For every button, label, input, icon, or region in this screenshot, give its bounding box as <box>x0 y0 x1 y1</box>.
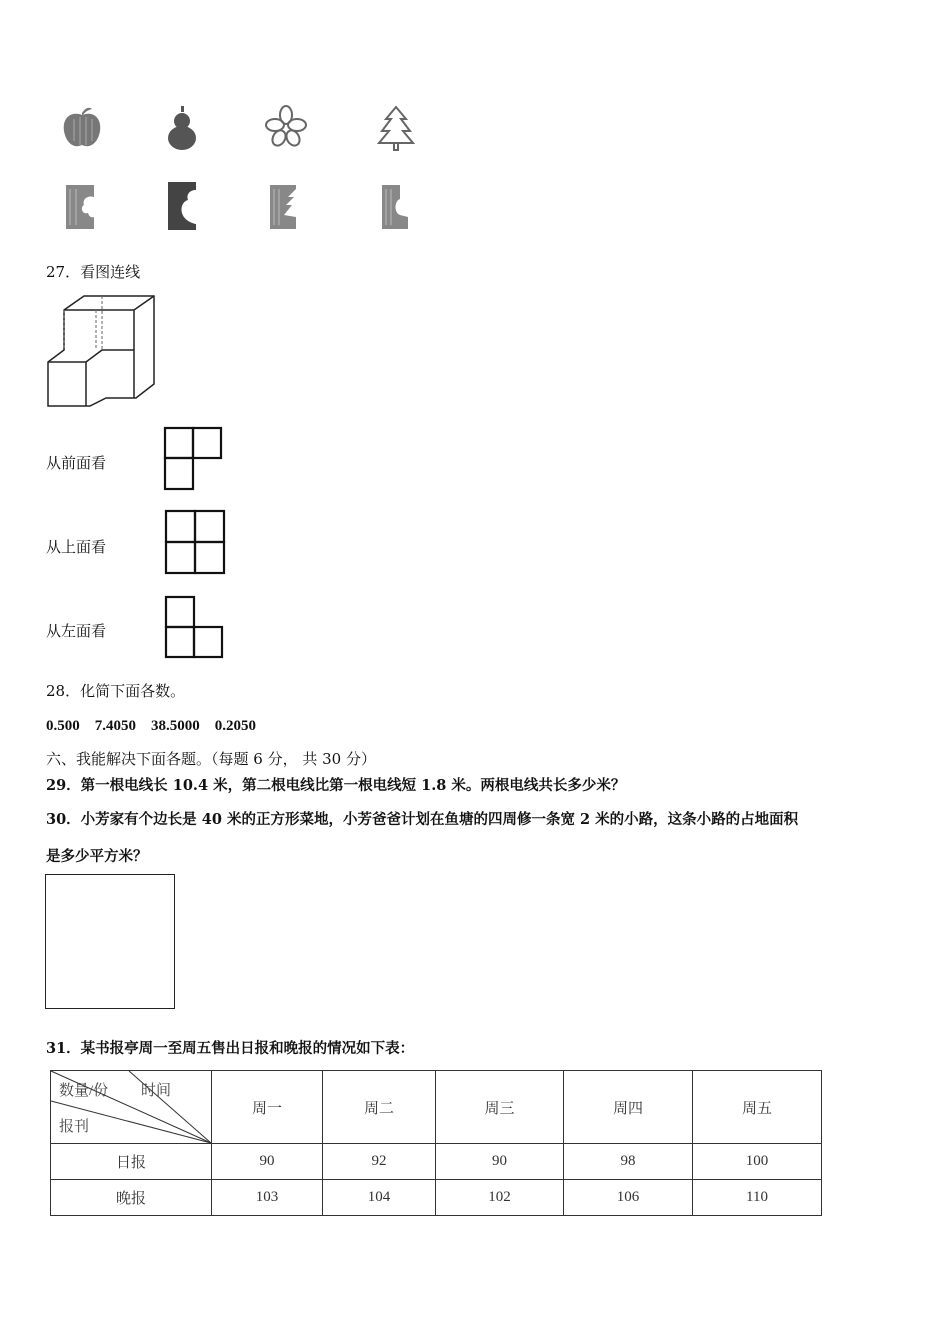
q28-title: 28．化简下面各数。 <box>46 682 186 700</box>
table-header-row <box>51 1071 822 1144</box>
table-cell: 90 <box>212 1144 323 1180</box>
corner-label-quantity: 数量/份 <box>59 1083 109 1099</box>
day-header: 周一 <box>212 1071 323 1144</box>
cut-paper-3 <box>268 183 298 231</box>
day-header: 周二 <box>323 1071 436 1144</box>
cut-paper-gourd-icon <box>166 180 198 232</box>
cut-paper-2 <box>166 180 198 232</box>
table-cell: 100 <box>693 1144 822 1180</box>
corner-label-paper: 报刊 <box>59 1119 90 1135</box>
front-view-grid <box>164 427 224 491</box>
table-cell: 102 <box>436 1180 564 1216</box>
label-top-view: 从上面看 <box>46 538 107 556</box>
sales-table <box>50 1070 822 1216</box>
cut-paper-4 <box>380 183 410 231</box>
table-row <box>51 1180 822 1216</box>
header-corner-cell <box>51 1071 212 1144</box>
shape-flower <box>264 105 308 149</box>
day-header: 周三 <box>436 1071 564 1144</box>
table-cell: 92 <box>323 1144 436 1180</box>
day-header: 周四 <box>564 1071 693 1144</box>
section-6-title: 六、我能解决下面各题。（每题 6 分， 共 30 分） <box>46 750 376 768</box>
shape-tree <box>376 105 416 151</box>
flower-icon <box>264 105 308 149</box>
shape-gourd <box>162 105 202 151</box>
table-cell: 104 <box>323 1180 436 1216</box>
top-view-grid <box>165 510 227 576</box>
row-label: 日报 <box>51 1144 212 1180</box>
q27-title: 27．看图连线 <box>46 263 141 281</box>
q30-line2: 是多少平方米？ <box>46 848 148 865</box>
corner-label-time: 时间 <box>141 1083 172 1099</box>
q30-line1: 30．小芳家有个边长是 40 米的正方形菜地，小芳爸爸计划在鱼塘的四周修一条宽 2 米的小路，这条小路的占地面积 <box>46 811 799 828</box>
table-cell: 103 <box>212 1180 323 1216</box>
cut-paper-apple-icon <box>380 183 410 231</box>
label-left-view: 从左面看 <box>46 622 107 640</box>
q31-title: 31．某书报亭周一至周五售出日报和晚报的情况如下表： <box>46 1040 415 1057</box>
cube-stack-figure <box>46 294 158 408</box>
tree-icon <box>376 105 416 151</box>
table-cell: 110 <box>693 1180 822 1216</box>
square-field-figure <box>45 874 175 1009</box>
cut-paper-flower-icon <box>64 183 96 231</box>
cut-paper-1 <box>64 183 96 231</box>
apple-icon <box>60 105 104 151</box>
cut-paper-tree-icon <box>268 183 298 231</box>
label-front-view: 从前面看 <box>46 454 107 472</box>
table-row <box>51 1144 822 1180</box>
q29-text: 29．第一根电线长 10.4 米，第二根电线比第一根电线短 1.8 米。两根电线共长多少米？ <box>46 777 626 794</box>
table-cell: 106 <box>564 1180 693 1216</box>
left-view-grid <box>165 596 225 660</box>
gourd-icon <box>162 105 202 151</box>
table-cell: 98 <box>564 1144 693 1180</box>
day-header: 周五 <box>693 1071 822 1144</box>
row-label: 晚报 <box>51 1180 212 1216</box>
shape-apple <box>60 105 104 151</box>
q28-numbers: 0.500 7.4050 38.5000 0.2050 <box>46 718 257 734</box>
table-cell: 90 <box>436 1144 564 1180</box>
